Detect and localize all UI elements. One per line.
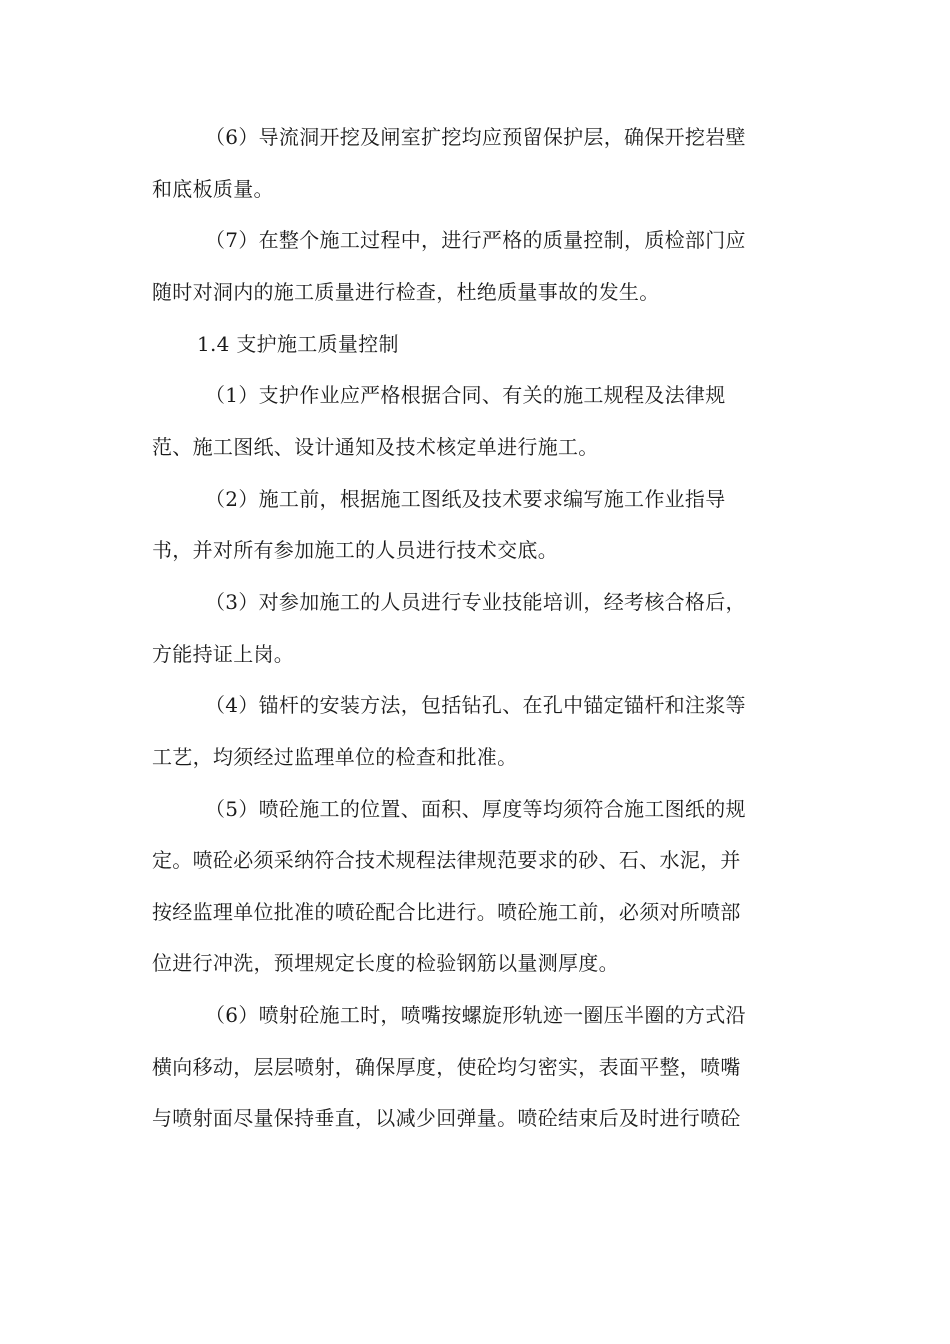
paragraph-line: （6）导流洞开挖及闸室扩挖均应预留保护层，确保开挖岩壁 bbox=[205, 125, 746, 149]
paragraph-line: 随时对洞内的施工质量进行检查，杜绝质量事故的发生。 bbox=[152, 280, 660, 304]
paragraph-line: （5）喷砼施工的位置、面积、厚度等均须符合施工图纸的规 bbox=[205, 797, 746, 821]
paragraph-line: 工艺，均须经过监理单位的检查和批准。 bbox=[152, 745, 518, 769]
paragraph-line: （7）在整个施工过程中，进行严格的质量控制，质检部门应 bbox=[205, 228, 746, 252]
paragraph-line: （4）锚杆的安装方法，包括钻孔、在孔中锚定锚杆和注浆等 bbox=[205, 693, 746, 717]
section-heading: 1.4 支护施工质量控制 bbox=[197, 332, 399, 356]
paragraph-line: （2）施工前，根据施工图纸及技术要求编写施工作业指导 bbox=[205, 487, 726, 511]
paragraph-line: 位进行冲洗，预埋规定长度的检验钢筋以量测厚度。 bbox=[152, 951, 619, 975]
paragraph-line: 范、施工图纸、设计通知及技术核定单进行施工。 bbox=[152, 435, 599, 459]
paragraph-line: 方能持证上岗。 bbox=[152, 642, 295, 666]
paragraph-line: （1）支护作业应严格根据合同、有关的施工规程及法律规 bbox=[205, 383, 726, 407]
paragraph-line: 与喷射面尽量保持垂直，以减少回弹量。喷砼结束后及时进行喷砼 bbox=[152, 1106, 741, 1130]
paragraph-line: 书，并对所有参加施工的人员进行技术交底。 bbox=[152, 538, 558, 562]
paragraph-line: （3）对参加施工的人员进行专业技能培训，经考核合格后， bbox=[205, 590, 746, 614]
paragraph-line: 和底板质量。 bbox=[152, 177, 274, 201]
paragraph-line: 横向移动，层层喷射，确保厚度，使砼均匀密实，表面平整，喷嘴 bbox=[152, 1055, 741, 1079]
paragraph-line: （6）喷射砼施工时，喷嘴按螺旋形轨迹一圈压半圈的方式沿 bbox=[205, 1003, 746, 1027]
paragraph-line: 定。喷砼必须采纳符合技术规程法律规范要求的砂、石、水泥，并 bbox=[152, 848, 741, 872]
paragraph-line: 按经监理单位批准的喷砼配合比进行。喷砼施工前，必须对所喷部 bbox=[152, 900, 741, 924]
